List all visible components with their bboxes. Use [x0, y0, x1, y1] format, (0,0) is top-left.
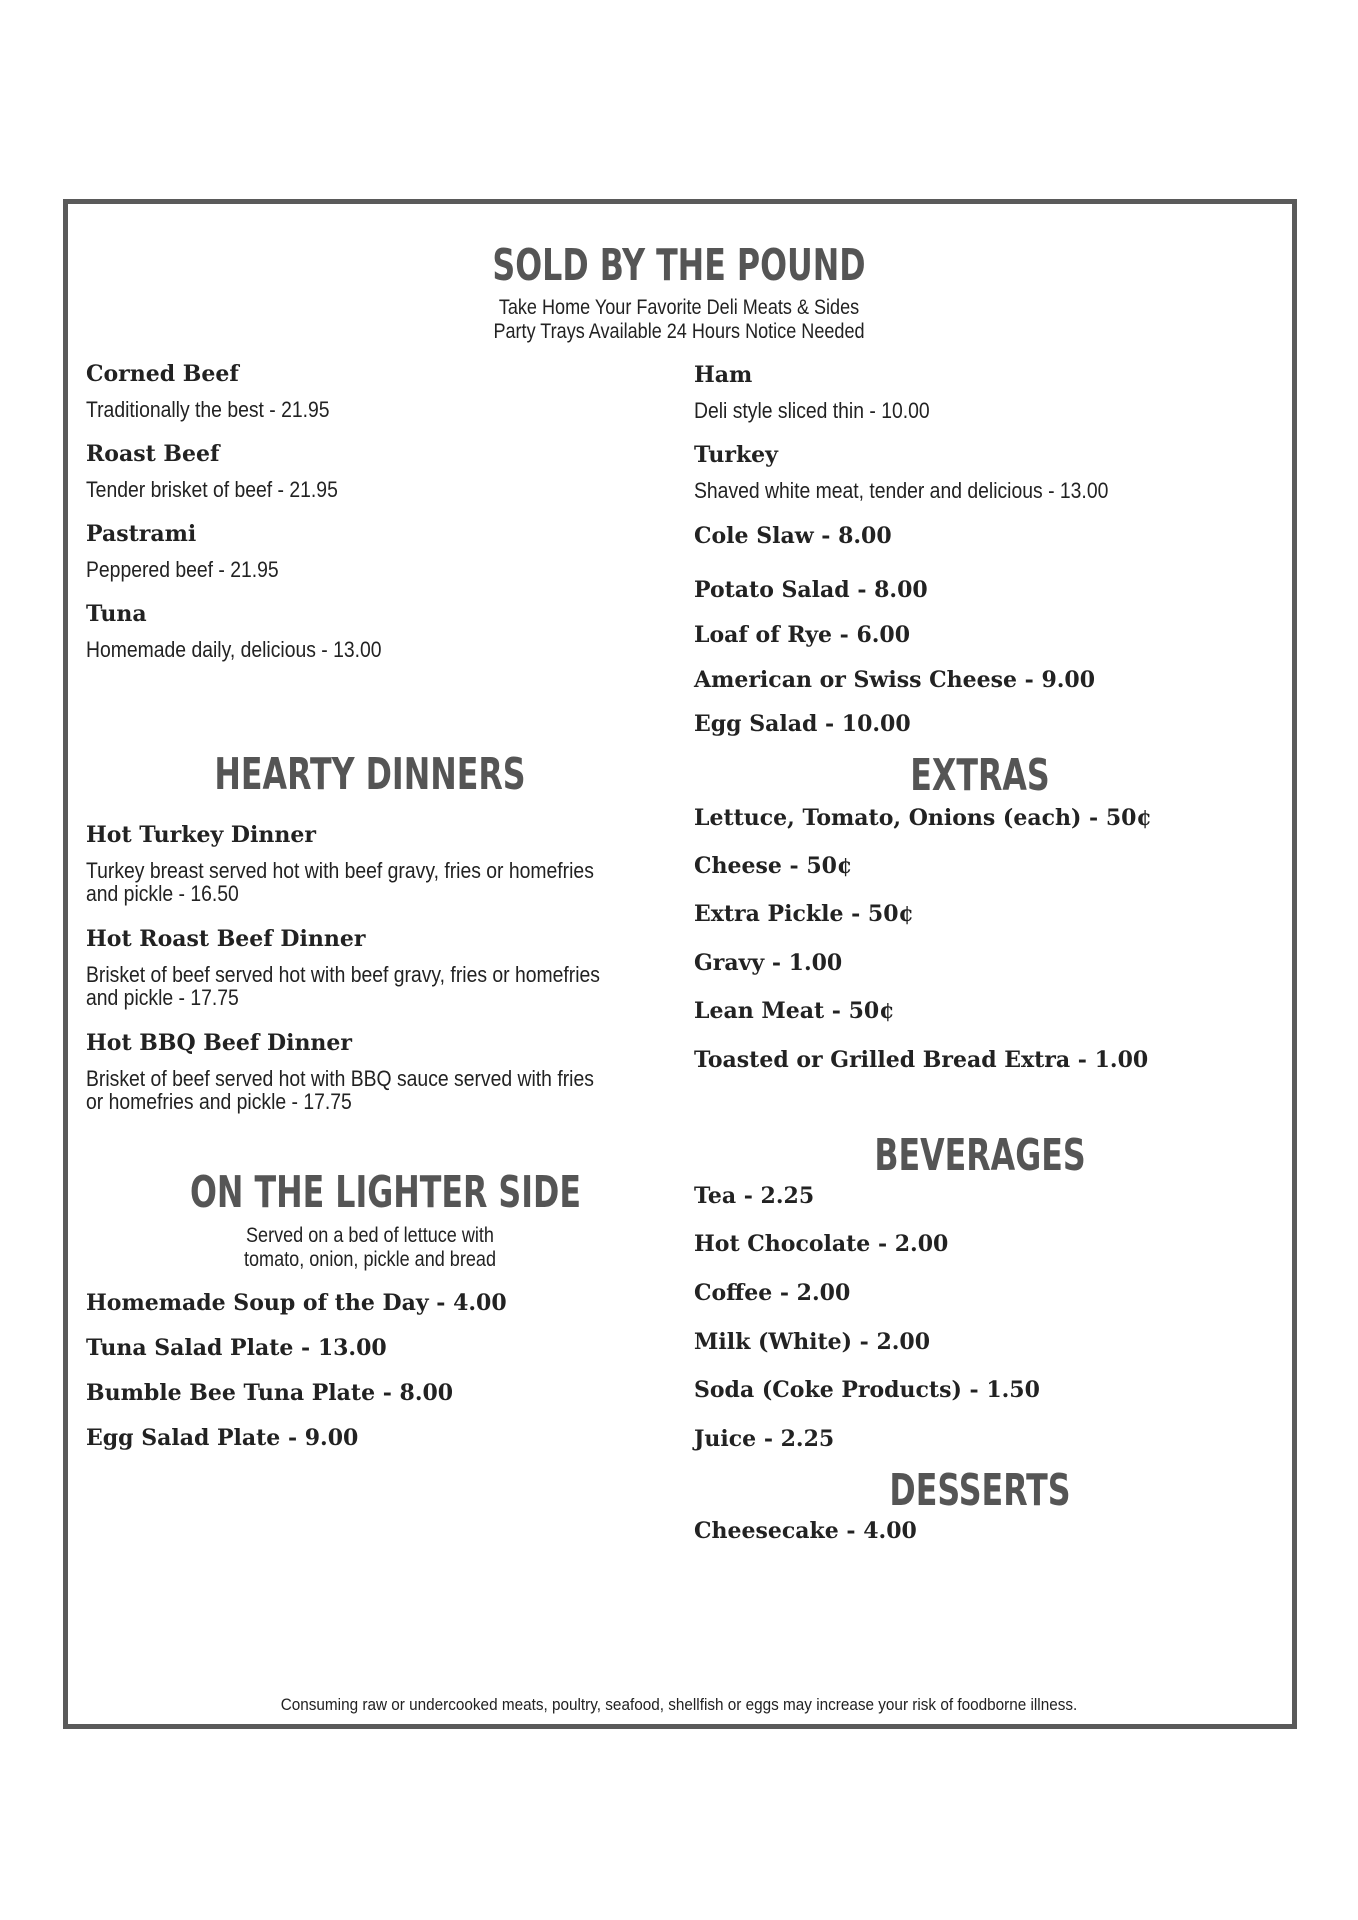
sold-by-pound-heading: SOLD BY THE POUND — [492, 240, 866, 291]
food-safety-disclaimer: Consuming raw or undercooked meats, poultry, seafood, shellfish or eggs may increase your risk of foodborne illness. — [280, 1695, 1078, 1714]
item-name: Hot Roast Beef Dinner — [86, 926, 366, 952]
item-desc: Shaved white meat, tender and delicious - 13.00 — [694, 478, 1109, 503]
item-name: Ham — [694, 362, 753, 388]
item-name: Tuna — [86, 601, 147, 627]
item-desc: and pickle - 17.75 — [86, 985, 239, 1010]
item-name: Coffee - 2.00 — [694, 1280, 851, 1306]
item-name: Tuna Salad Plate - 13.00 — [86, 1335, 387, 1361]
item-name: Lean Meat - 50¢ — [694, 998, 895, 1024]
desserts-heading: DESSERTS — [889, 1465, 1071, 1516]
item-desc: Peppered beef - 21.95 — [86, 557, 279, 582]
item-desc: Deli style sliced thin - 10.00 — [694, 398, 930, 423]
sold-by-pound-subtitle-2: Party Trays Available 24 Hours Notice Needed — [493, 320, 865, 343]
item-name: Roast Beef — [86, 441, 220, 467]
extras-heading: EXTRAS — [910, 750, 1050, 801]
lighter-side-subtitle-2: tomato, onion, pickle and bread — [243, 1248, 497, 1271]
item-desc: Traditionally the best - 21.95 — [86, 397, 330, 422]
item-name: American or Swiss Cheese - 9.00 — [694, 667, 1096, 693]
item-name: Cheesecake - 4.00 — [694, 1518, 917, 1544]
item-name: Egg Salad Plate - 9.00 — [86, 1425, 359, 1451]
lighter-side-heading: ON THE LIGHTER SIDE — [190, 1167, 581, 1218]
item-name: Tea - 2.25 — [694, 1183, 815, 1209]
item-name: Egg Salad - 10.00 — [694, 711, 911, 737]
beverages-heading: BEVERAGES — [874, 1130, 1086, 1181]
item-name: Corned Beef — [86, 361, 239, 387]
item-name: Homemade Soup of the Day - 4.00 — [86, 1290, 507, 1316]
item-name: Potato Salad - 8.00 — [694, 577, 928, 603]
item-name: Gravy - 1.00 — [694, 950, 843, 976]
item-name: Hot Turkey Dinner — [86, 822, 316, 848]
item-name: Milk (White) - 2.00 — [694, 1329, 931, 1355]
item-name: Pastrami — [86, 521, 197, 547]
item-desc: Turkey breast served hot with beef gravy, fries or homefries — [86, 858, 594, 883]
item-name: Soda (Coke Products) - 1.50 — [694, 1377, 1040, 1403]
item-desc: Homemade daily, delicious - 13.00 — [86, 637, 382, 662]
item-name: Hot BBQ Beef Dinner — [86, 1030, 353, 1056]
item-name: Extra Pickle - 50¢ — [694, 901, 914, 927]
item-desc: Brisket of beef served hot with beef gravy, fries or homefries — [86, 962, 600, 987]
sold-by-pound-subtitle-1: Take Home Your Favorite Deli Meats & Sides — [498, 296, 860, 319]
hearty-dinners-heading: HEARTY DINNERS — [214, 749, 526, 800]
item-name: Cheese - 50¢ — [694, 853, 853, 879]
item-desc: Tender brisket of beef - 21.95 — [86, 477, 338, 502]
item-name: Bumble Bee Tuna Plate - 8.00 — [86, 1380, 454, 1406]
item-name: Cole Slaw - 8.00 — [694, 523, 892, 549]
item-name: Loaf of Rye - 6.00 — [694, 622, 911, 648]
item-name: Toasted or Grilled Bread Extra - 1.00 — [694, 1047, 1149, 1073]
item-name: Hot Chocolate - 2.00 — [694, 1231, 949, 1257]
item-desc: Brisket of beef served hot with BBQ sauce served with fries — [86, 1066, 594, 1091]
lighter-side-subtitle-1: Served on a bed of lettuce with — [245, 1224, 494, 1247]
item-name: Lettuce, Tomato, Onions (each) - 50¢ — [694, 805, 1152, 831]
item-name: Juice - 2.25 — [694, 1426, 835, 1452]
item-name: Turkey — [694, 442, 778, 468]
item-desc: or homefries and pickle - 17.75 — [86, 1089, 352, 1114]
item-desc: and pickle - 16.50 — [86, 881, 239, 906]
